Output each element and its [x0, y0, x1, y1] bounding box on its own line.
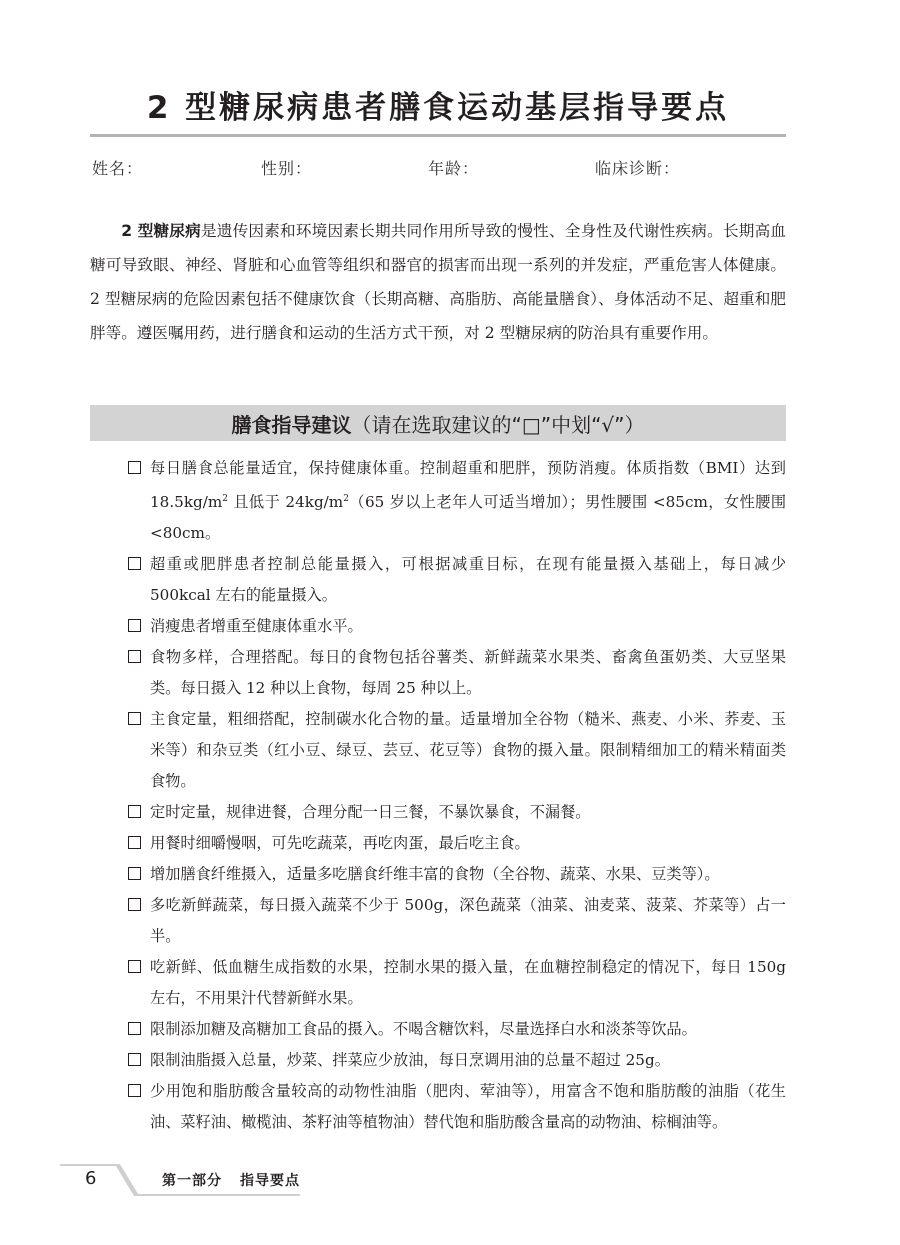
advice-item: [128, 1014, 786, 1045]
advice-text: 限制油脂摄入总量，炒菜、拌菜应少放油，每日烹调用油的总量不超过 25g。: [150, 1051, 670, 1070]
advice-item: [128, 704, 786, 797]
intro-text: 是遗传因素和环境因素长期共同作用所导致的慢性、全身性及代谢性疾病。长期高血糖可导致眼、神经、肾脏和心血管等组织和器官的损害而出现一系列的并发症，严重危害人体健康。2 型糖尿病的危险因素包括不健康饮食（长期高糖、高脂肪、高能量膳食）、身体活动不足、超重和肥胖等。遵医嘱用药，进行膳食和运动的生活方式干预，对 2 型糖尿病的防治具有重要作用。: [90, 222, 786, 342]
advice-text: 食物多样，合理搭配。每日的食物包括谷薯类、新鲜蔬菜水果类、畜禽鱼蛋奶类、大豆坚果类。每日摄入 12 种以上食物，每周 25 种以上。: [150, 648, 786, 698]
advice-item: [128, 1076, 786, 1138]
advice-text: 吃新鲜、低血糖生成指数的水果，控制水果的摄入量，在血糖控制稳定的情况下，每日 150g 左右，不用果汁代替新鲜水果。: [150, 958, 786, 1008]
title-divider: [90, 134, 786, 137]
advice-text-part: 每日膳食总能量适宜，保持健康体重。控制超重和肥胖，预防消瘦。体质指数（BMI）达到 18.5kg/m: [150, 459, 786, 512]
gender-field-label: 性别：: [261, 159, 313, 178]
intro-paragraph: [90, 214, 786, 350]
advice-item: [128, 890, 786, 952]
advice-checkbox[interactable]: [128, 650, 141, 663]
superscript-2: 2: [222, 494, 228, 504]
section-title: [90, 409, 786, 438]
advice-checkbox[interactable]: [128, 836, 141, 849]
advice-item: [128, 952, 786, 1014]
advice-item: [128, 828, 786, 859]
intro-term: 2 型糖尿病: [121, 222, 201, 240]
name-field-label: 姓名：: [92, 159, 144, 178]
patient-info-row: [0, 156, 900, 180]
advice-text: 少用饱和脂肪酸含量较高的动物性油脂（肥肉、荤油等），用富含不饱和脂肪酸的油脂（花生油、菜籽油、橄榄油、茶籽油等植物油）替代饱和脂肪酸含量高的动物油、棕榈油等。: [150, 1082, 786, 1132]
page-number: 6: [85, 1168, 97, 1189]
advice-text: 消瘦患者增重至健康体重水平。: [150, 617, 363, 636]
footer-chapter: 指导要点: [240, 1173, 300, 1189]
advice-checkbox[interactable]: [128, 867, 141, 880]
advice-checkbox[interactable]: [128, 1084, 141, 1097]
advice-text-part: 且低于 24kg/m: [233, 493, 344, 512]
advice-item: [128, 797, 786, 828]
advice-text: 用餐时细嚼慢咽，可先吃蔬菜，再吃肉蛋，最后吃主食。: [150, 834, 530, 853]
advice-text: 增加膳食纤维摄入，适量多吃膳食纤维丰富的食物（全谷物、蔬菜、水果、豆类等）。: [150, 865, 720, 884]
advice-checkbox[interactable]: [128, 1053, 141, 1066]
advice-text: 定时定量，规律进餐，合理分配一日三餐，不暴饮暴食，不漏餐。: [150, 803, 591, 822]
advice-text: 主食定量，粗细搭配，控制碳水化合物的量。适量增加全谷物（糙米、燕麦、小米、荞麦、玉米等）和杂豆类（红小豆、绿豆、芸豆、花豆等）食物的摄入量。限制精细加工的精米精面类食物。: [150, 710, 786, 791]
advice-checkbox[interactable]: [128, 712, 141, 725]
section-header: [90, 405, 786, 441]
advice-text: 多吃新鲜蔬菜，每日摄入蔬菜不少于 500g，深色蔬菜（油菜、油麦菜、菠菜、芥菜等）占一半。: [150, 896, 786, 946]
age-field-label: 年龄：: [428, 159, 480, 178]
advice-checkbox[interactable]: [128, 960, 141, 973]
page-title: 2 型糖尿病患者膳食运动基层指导要点: [146, 90, 730, 126]
advice-item: [128, 859, 786, 890]
advice-checkbox[interactable]: [128, 461, 141, 474]
advice-checkbox[interactable]: [128, 898, 141, 911]
diet-advice-list: [128, 453, 786, 1138]
advice-checkbox[interactable]: [128, 619, 141, 632]
advice-item: [128, 1045, 786, 1076]
advice-checkbox[interactable]: [128, 805, 141, 818]
advice-text: 超重或肥胖患者控制总能量摄入，可根据减重目标，在现有能量摄入基础上，每日减少 500kcal 左右的能量摄入。: [150, 555, 786, 605]
diagnosis-field-label: 临床诊断：: [595, 159, 681, 178]
advice-item: [128, 642, 786, 704]
advice-checkbox[interactable]: [128, 1022, 141, 1035]
footer-part: 第一部分: [162, 1173, 222, 1189]
section-title-main: 膳食指导建议: [231, 413, 352, 437]
superscript-2: 2: [343, 494, 349, 504]
advice-checkbox[interactable]: [128, 557, 141, 570]
advice-text: 限制添加糖及高糖加工食品的摄入。不喝含糖饮料，尽量选择白水和淡茶等饮品。: [150, 1020, 697, 1039]
advice-text-part: （65 岁以上老年人可适当增加）；男性腰围 <85cm，女性腰围 <80cm。: [150, 493, 787, 543]
advice-item: [128, 611, 786, 642]
advice-item: [128, 549, 786, 611]
page-footer: [0, 1160, 900, 1200]
running-footer: [162, 1170, 300, 1190]
advice-item-bmi: [128, 453, 786, 549]
section-title-note: （请在选取建议的“□”中划“√”）: [351, 413, 645, 437]
